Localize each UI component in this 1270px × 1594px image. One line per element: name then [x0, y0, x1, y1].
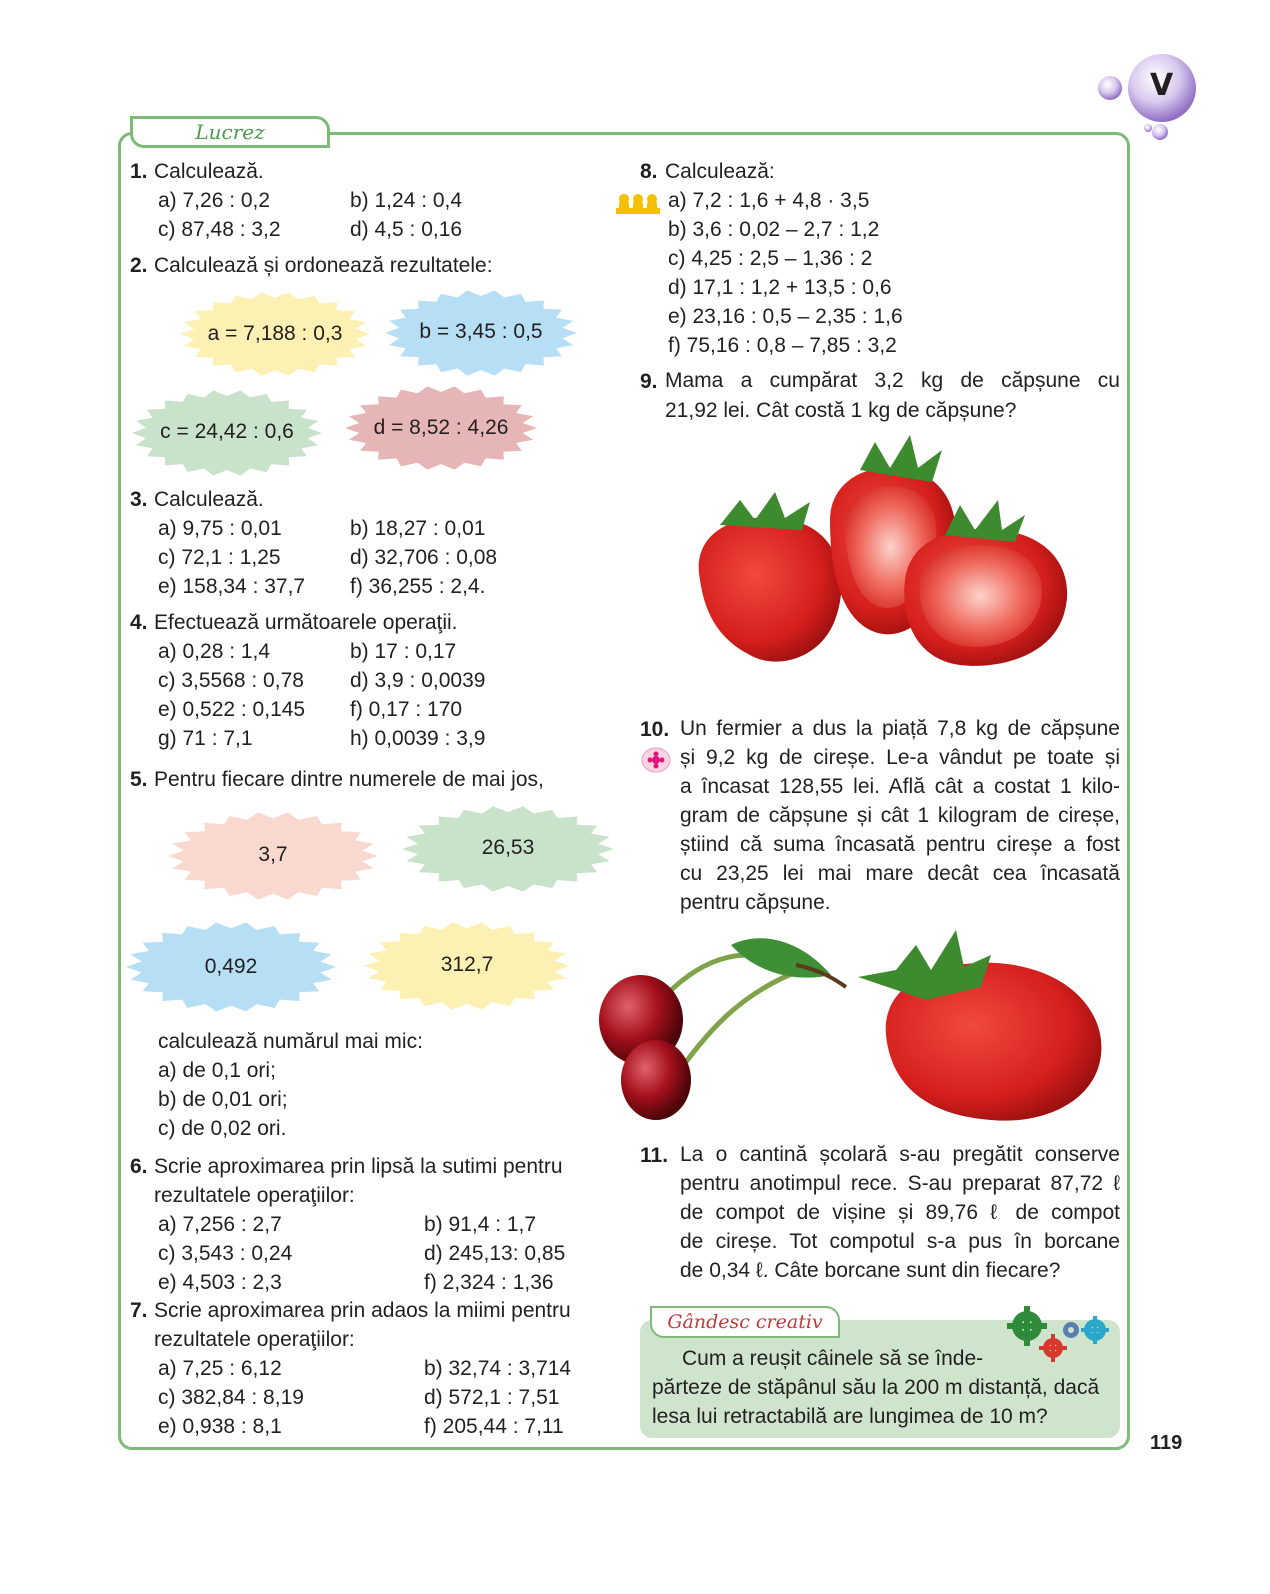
page-number: 119 [1150, 1432, 1183, 1454]
ex6-item-f: f) 2,324 : 1,36 [424, 1271, 554, 1294]
ex8-item-e: e) 23,16 : 0,5 – 2,35 : 1,6 [668, 305, 903, 328]
ex10-line-2: și 9,2 kg de cireșe. Le-a vândut pe toate și [680, 746, 1120, 769]
ex11-line-1: La o cantină școlară s-au pregătit conserve [680, 1143, 1120, 1166]
ex4-item-f: f) 0,17 : 170 [350, 698, 463, 721]
ex4-title: Efectuează următoarele operaţii. [154, 611, 458, 634]
ex6-title-line2: rezultatele operaţiilor: [154, 1184, 355, 1207]
ex5-star-1-label: 3,7 [258, 843, 288, 866]
ex2-star-a-label: a = 7,188 : 0,3 [207, 322, 343, 345]
ex6-item-d: d) 245,13: 0,85 [424, 1242, 566, 1265]
ex8-title: Calculează: [665, 160, 775, 183]
ex8-item-b: b) 3,6 : 0,02 – 2,7 : 1,2 [668, 218, 880, 241]
creative-line-1: Cum a reușit câinele să se înde- [682, 1347, 984, 1370]
ex7-title-line1: Scrie aproximarea prin adaos la miimi pentru [154, 1299, 571, 1322]
ex1-title: Calculează. [154, 160, 264, 183]
ex11-number: 11. [640, 1144, 669, 1167]
ex3-item-a: a) 9,75 : 0,01 [158, 517, 282, 540]
ex3-item-b: b) 18,27 : 0,01 [350, 517, 486, 540]
ex1-item-a: a) 7,26 : 0,2 [158, 189, 271, 212]
ex5-after: calculează numărul mai mic: [158, 1030, 423, 1053]
ex7-item-f: f) 205,44 : 7,11 [424, 1415, 564, 1438]
ex7-item-b: b) 32,74 : 3,714 [424, 1357, 572, 1380]
ex7-item-a: a) 7,25 : 6,12 [158, 1357, 282, 1380]
ex4-item-h: h) 0,0039 : 3,9 [350, 727, 486, 750]
ex4-item-a: a) 0,28 : 1,4 [158, 640, 271, 663]
ex6-title-line1: Scrie aproximarea prin lipsă la sutimi pentru [154, 1155, 563, 1178]
ex9-number: 9. [640, 370, 658, 393]
ex4-item-e: e) 0,522 : 0,145 [158, 698, 306, 721]
ex10-line-3: a încasat 128,55 lei. Află cât a costat 1 kilo- [680, 775, 1120, 798]
ex7-item-d: d) 572,1 : 7,51 [424, 1386, 560, 1409]
ex1-item-b: b) 1,24 : 0,4 [350, 189, 463, 212]
ex3-item-e: e) 158,34 : 37,7 [158, 575, 306, 598]
ex3-number: 3. [130, 488, 148, 511]
ex7-item-e: e) 0,938 : 8,1 [158, 1415, 282, 1438]
ex6-item-a: a) 7,256 : 2,7 [158, 1213, 282, 1236]
creative-tab: Gândesc creativ [650, 1306, 840, 1338]
ex6-item-b: b) 91,4 : 1,7 [424, 1213, 537, 1236]
ex9-line1: Mama a cumpărat 3,2 kg de căpșune cu [665, 369, 1120, 392]
ex5-title: Pentru fiecare dintre numerele de mai jos, [154, 768, 544, 791]
ex6-number: 6. [130, 1155, 148, 1178]
ex2-star-d-label: d = 8,52 : 4,26 [373, 416, 509, 439]
creative-line-2: părteze de stăpânul său la 200 m distanță, dacă [652, 1376, 1100, 1399]
ex2-star-b-label: b = 3,45 : 0,5 [419, 320, 543, 343]
ex5-item-b: b) de 0,01 ori; [158, 1088, 288, 1111]
ex7-title-line2: rezultatele operaţiilor: [154, 1328, 355, 1351]
ex9-line2: 21,92 lei. Cât costă 1 kg de căpșune? [665, 399, 1017, 422]
ex8-item-c: c) 4,25 : 2,5 – 1,36 : 2 [668, 247, 873, 270]
ex8-item-f: f) 75,16 : 0,8 – 7,85 : 3,2 [668, 334, 897, 357]
ex11-line-3: de compot de vișine și 89,76 ℓ de compot [680, 1201, 1120, 1224]
ex11-line-5: de 0,34 ℓ. Câte borcane sunt din fiecare? [680, 1259, 1061, 1282]
group-work-icon [614, 190, 662, 218]
ex1-item-c: c) 87,48 : 3,2 [158, 218, 281, 241]
ex6-item-e: e) 4,503 : 2,3 [158, 1271, 282, 1294]
ex8-item-d: d) 17,1 : 1,2 + 13,5 : 0,6 [668, 276, 892, 299]
ex1-item-d: d) 4,5 : 0,16 [350, 218, 463, 241]
gears-icon [1005, 1304, 1115, 1368]
ex8-item-a: a) 7,2 : 1,6 + 4,8 · 3,5 [668, 189, 870, 212]
ex10-number: 10. [640, 718, 670, 741]
ex7-number: 7. [130, 1299, 148, 1322]
ex5-item-a: a) de 0,1 ori; [158, 1059, 276, 1082]
ex5-star-2-label: 26,53 [481, 836, 535, 859]
ex10-line-1: Un fermier a dus la piață 7,8 kg de căpșune [680, 717, 1120, 740]
ex6-item-c: c) 3,543 : 0,24 [158, 1242, 293, 1265]
ex10-line-6: cu 23,25 lei mai mare decât cea încasată [680, 862, 1120, 885]
ex7-item-c: c) 382,84 : 8,19 [158, 1386, 304, 1409]
ex4-number: 4. [130, 611, 148, 634]
cherries-strawberry-image [596, 925, 1106, 1130]
ex11-line-4: de cireșe. Tot compotul s-a pus în borcane [680, 1230, 1120, 1253]
ex2-star-shapes [0, 0, 1, 1]
ex5-item-c: c) de 0,02 ori. [158, 1117, 287, 1140]
ex1-number: 1. [130, 160, 148, 183]
ex2-title: Calculează și ordonează rezultatele: [154, 254, 493, 277]
ex4-item-c: c) 3,5568 : 0,78 [158, 669, 304, 692]
ex3-item-d: d) 32,706 : 0,08 [350, 546, 498, 569]
ex5-star-3-label: 0,492 [204, 955, 258, 978]
ex3-item-c: c) 72,1 : 1,25 [158, 546, 281, 569]
challenge-flower-icon [640, 746, 672, 774]
ex2-number: 2. [130, 254, 148, 277]
ex11-line-2: pentru anotimpul rece. S-au preparat 87,72 ℓ [680, 1172, 1120, 1195]
ex3-title: Calculează. [154, 488, 264, 511]
ex4-item-b: b) 17 : 0,17 [350, 640, 457, 663]
creative-line-3: lesa lui retractabilă are lungimea de 10 m? [652, 1405, 1048, 1428]
section-tab: Lucrez [130, 116, 330, 148]
ex8-number: 8. [640, 160, 658, 183]
ex5-number: 5. [130, 768, 148, 791]
ex4-item-d: d) 3,9 : 0,0039 [350, 669, 486, 692]
ex4-item-g: g) 71 : 7,1 [158, 727, 253, 750]
ex5-star-4-label: 312,7 [440, 953, 494, 976]
chapter-badge-label: V [1150, 68, 1174, 103]
ex10-line-5: știind că suma încasată pentru cireșe a fost [680, 833, 1120, 856]
ex3-item-f: f) 36,255 : 2,4. [350, 575, 486, 598]
ex2-star-c-label: c = 24,42 : 0,6 [160, 420, 294, 443]
ex10-line-7: pentru căpșune. [680, 891, 831, 914]
ex10-line-4: gram de căpșune și cât 1 kilogram de cireșe, [680, 804, 1120, 827]
strawberries-image [680, 430, 1110, 705]
